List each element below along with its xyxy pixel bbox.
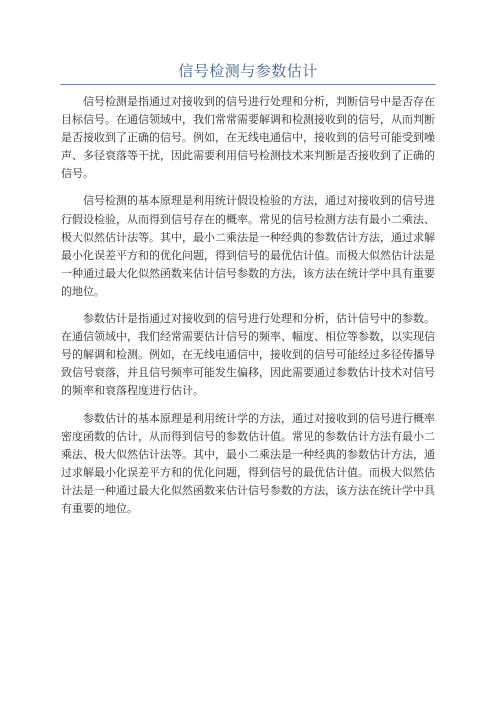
paragraph-1: 信号检测是指通过对接收到的信号进行处理和分析，判断信号中是否存在目标信号。在通信领域中，我们常常需要解调和检测接收到的信号，从而判断是否接收到了正确的信号。例如，在无线电通信中，接收到的信号可能受到噪声、多径衰落等干扰，因此需要利用信号检测技术来判断是否接收到了正确的信号。 xyxy=(61,95,435,181)
paragraph-3: 参数估计是指通过对接收到的信号进行处理和分析，估计信号中的参数。在通信领域中，我们经常需要估计信号的频率、幅度、相位等参数，以实现信号的解调和检测。例如，在无线电通信中，接收到的信号可能经过多径传播导致信号衰落，并且信号频率可能发生偏移，因此需要通过参数估计技术对信号的频率和衰落程度进行估计。 xyxy=(61,312,435,398)
title-divider xyxy=(60,84,436,85)
paragraph-4: 参数估计的基本原理是利用统计学的方法，通过对接收到的信号进行概率密度函数的估计，从而得到信号的参数估计值。常见的参数估计方法有最小二乘法、极大似然估计法等。其中，最小二乘法是一种经典的参数估计方法，通过求解最小化误差平方和的优化问题，得到信号的最优估计值。而极大似然估计法是一种通过最大化似然函数来估计信号参数的方法，该方法在统计学中具有重要的地位。 xyxy=(61,411,435,515)
document-body xyxy=(61,93,435,527)
paragraph-2: 信号检测的基本原理是利用统计假设检验的方法，通过对接收到的信号进行假设检验，从而得到信号存在的概率。常见的信号检测方法有最小二乘法、极大似然估计法等。其中，最小二乘法是一种经典的参数估计方法，通过求解最小化误差平方和的优化问题，得到信号的最优估计值。而极大似然估计法是一种通过最大化似然函数来估计信号参数的方法，该方法在统计学中具有重要的地位。 xyxy=(61,194,435,298)
document-title: 信号检测与参数估计 xyxy=(178,62,318,80)
